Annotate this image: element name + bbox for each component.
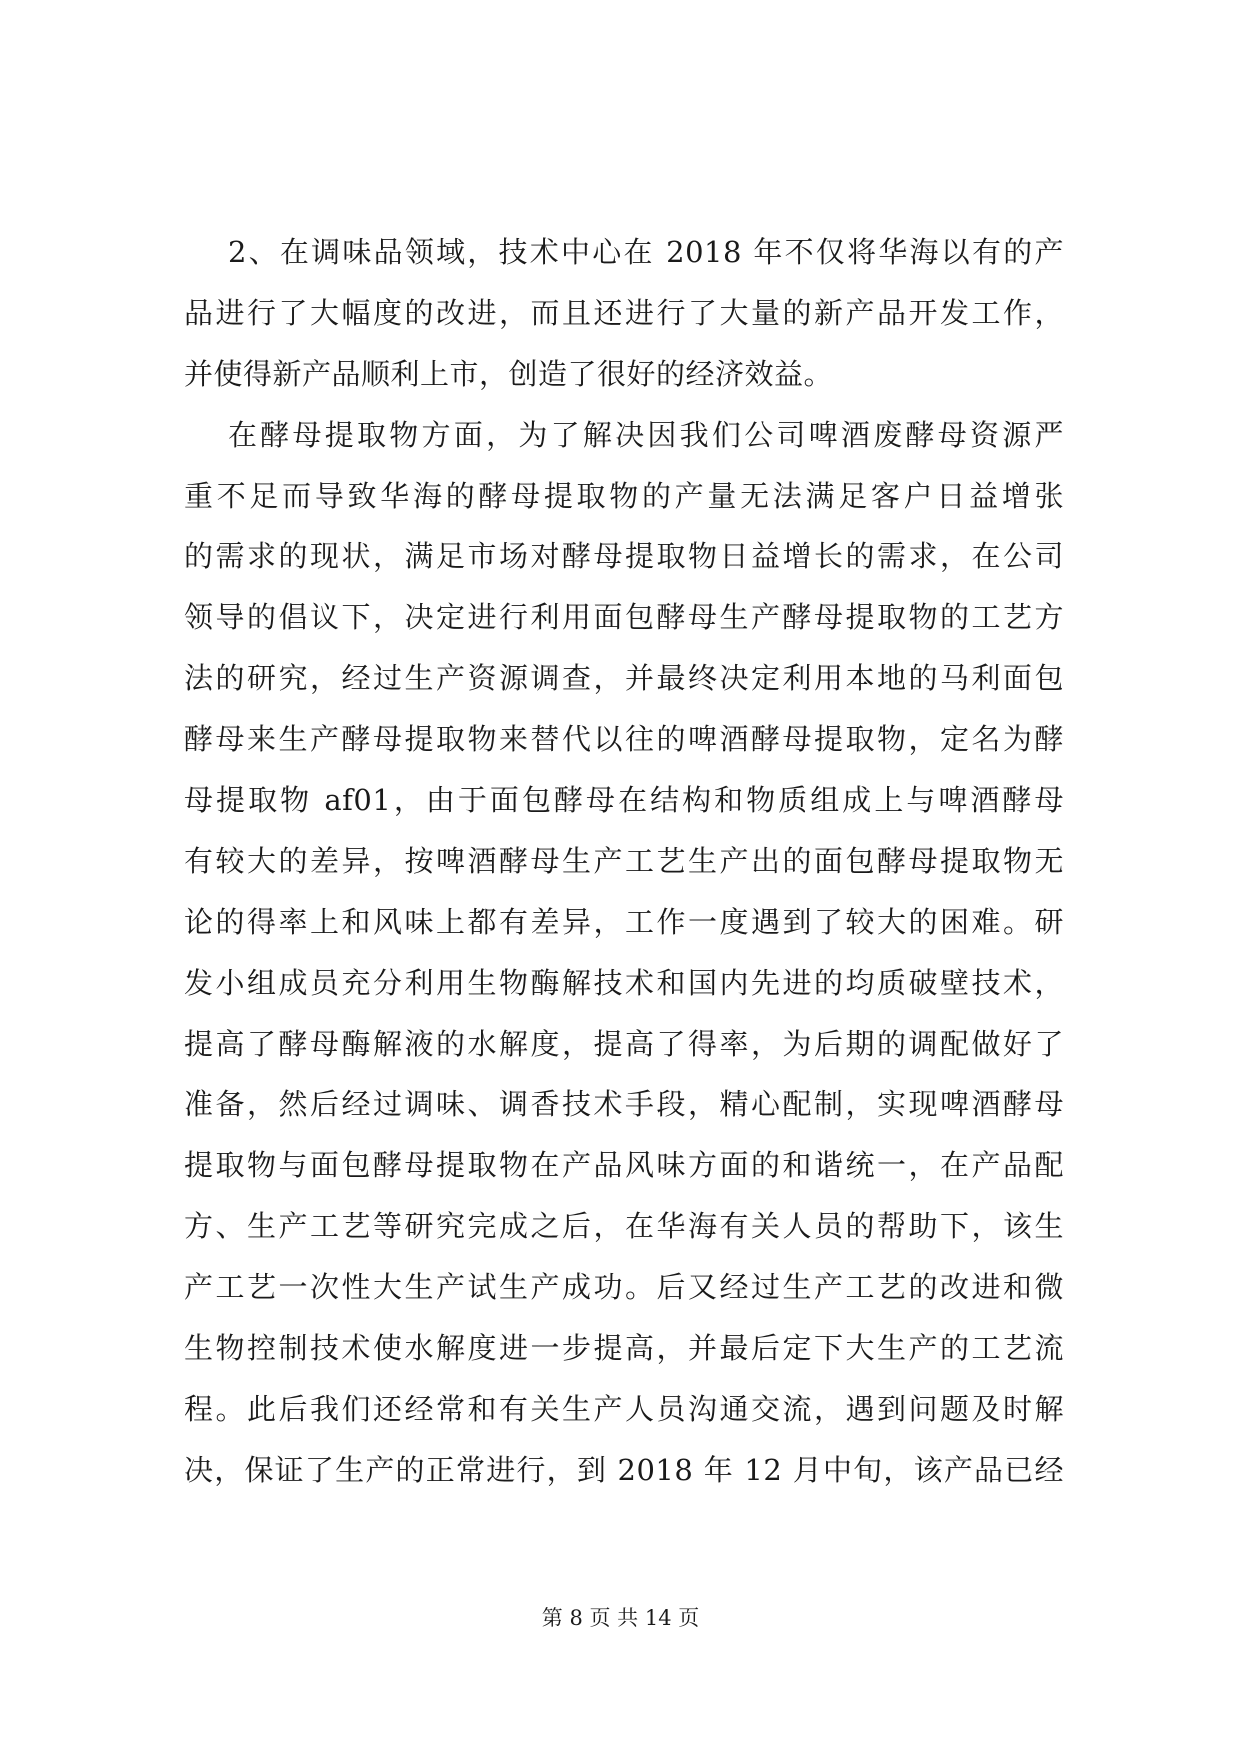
text-line: 方、生产工艺等研究完成之后，在华海有关人员的帮助下，该生 (184, 1209, 1064, 1244)
text-line: 的需求的现状，满足市场对酵母提取物日益增长的需求，在公司 (184, 539, 1064, 574)
text-line: 提取物与面包酵母提取物在产品风味方面的和谐统一，在产品配 (184, 1148, 1064, 1183)
text-line: 领导的倡议下，决定进行利用面包酵母生产酵母提取物的工艺方 (184, 600, 1064, 635)
text-line: 准备，然后经过调味、调香技术手段，精心配制，实现啤酒酵母 (184, 1087, 1064, 1122)
text-line: 并使得新产品顺利上市，创造了很好的经济效益。 (184, 356, 834, 391)
text-line: 提高了酵母酶解液的水解度，提高了得率，为后期的调配做好了 (184, 1026, 1064, 1061)
text-line: 法的研究，经过生产资源调查，并最终决定利用本地的马利面包 (184, 661, 1064, 696)
text-line: 发小组成员充分利用生物酶解技术和国内先进的均质破壁技术， (184, 965, 1064, 1000)
page-number-footer: 第 8 页 共 14 页 (541, 1606, 700, 1630)
text-line: 母提取物 af01，由于面包酵母在结构和物质组成上与啤酒酵母 (184, 783, 1064, 818)
text-line: 酵母来生产酵母提取物来替代以往的啤酒酵母提取物，定名为酵 (184, 722, 1064, 757)
text-line: 品进行了大幅度的改进，而且还进行了大量的新产品开发工作， (184, 295, 1064, 330)
text-line: 2、在调味品领域，技术中心在 2018 年不仅将华海以有的产 (228, 235, 1064, 269)
document-body (184, 222, 1064, 1501)
text-line: 程。此后我们还经常和有关生产人员沟通交流，遇到问题及时解 (184, 1391, 1064, 1426)
text-line: 重不足而导致华海的酵母提取物的产量无法满足客户日益增张 (184, 478, 1064, 513)
text-line: 论的得率上和风味上都有差异，工作一度遇到了较大的困难。研 (184, 904, 1064, 939)
text-line: 生物控制技术使水解度进一步提高，并最后定下大生产的工艺流 (184, 1331, 1064, 1366)
text-line: 产工艺一次性大生产试生产成功。后又经过生产工艺的改进和微 (184, 1270, 1064, 1305)
text-line: 有较大的差异，按啤酒酵母生产工艺生产出的面包酵母提取物无 (184, 843, 1064, 878)
text-line: 在酵母提取物方面，为了解决因我们公司啤酒废酵母资源严 (228, 417, 1064, 452)
text-line: 决，保证了生产的正常进行，到 2018 年 12 月中旬，该产品已经 (184, 1452, 1064, 1487)
